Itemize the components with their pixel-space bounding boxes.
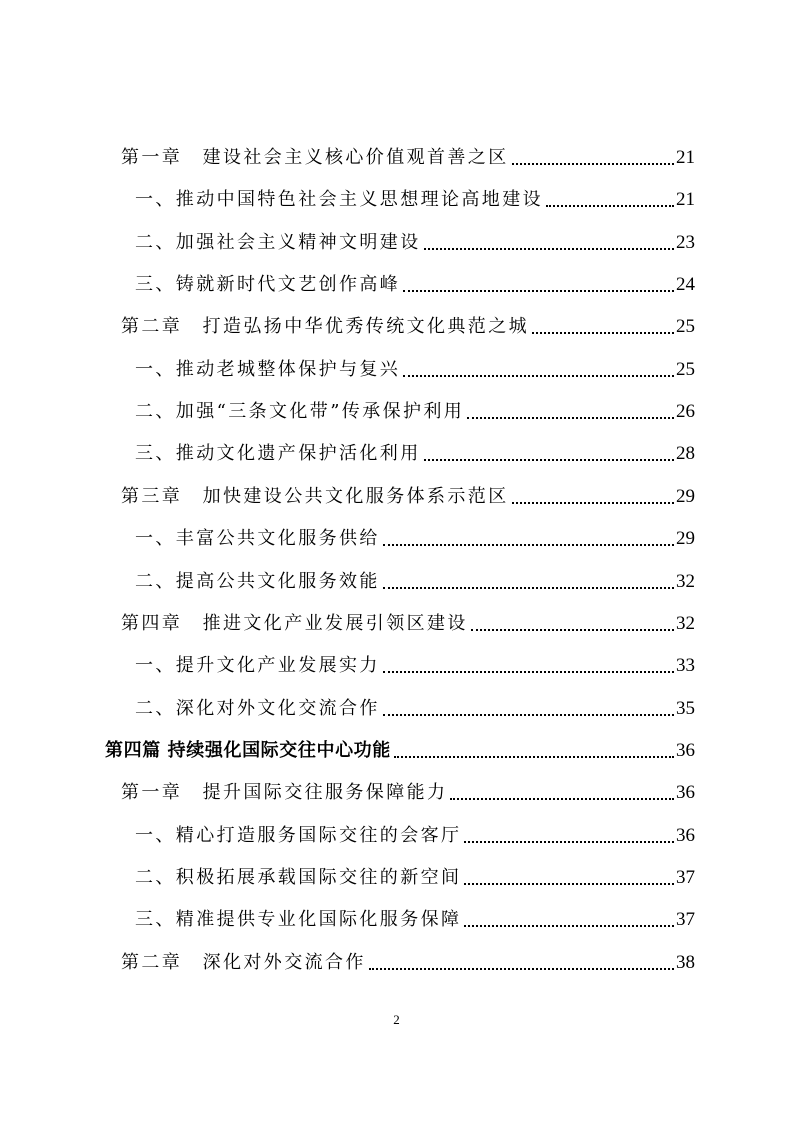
dot-leader: [546, 205, 674, 207]
toc-entry-title: 二、加强“三条文化带”传承保护利用: [135, 401, 465, 423]
toc-entry-section[interactable]: [135, 182, 695, 212]
toc-entry-section[interactable]: [135, 648, 695, 678]
toc-entry-section[interactable]: [135, 860, 695, 890]
toc-entry-chapter[interactable]: [121, 140, 695, 170]
toc-entry-title: 第二章 打造弘扬中华优秀传统文化典范之城: [121, 316, 529, 338]
toc-entry-page: 28: [676, 443, 695, 465]
toc-entry-section[interactable]: [135, 352, 695, 382]
toc-entry-page: 21: [676, 147, 695, 168]
toc-entry-page: 38: [676, 951, 695, 973]
toc-entry-title: 一、精心打造服务国际交往的会客厅: [135, 824, 462, 846]
dot-leader: [424, 248, 674, 250]
toc-entry-title: 一、推动中国特色社会主义思想理论高地建设: [135, 189, 543, 211]
page-number: 2: [393, 1012, 400, 1027]
toc-entry-page: 32: [676, 570, 695, 592]
toc-entry-page: 36: [676, 782, 695, 804]
dot-leader: [464, 925, 674, 927]
toc-entry-page: 36: [676, 824, 695, 846]
dot-leader: [403, 375, 674, 377]
dot-leader: [512, 502, 674, 504]
toc-entry-section[interactable]: [135, 691, 695, 721]
toc-entry-chapter[interactable]: [121, 945, 695, 975]
dot-leader: [467, 417, 674, 419]
toc-entry-section[interactable]: [135, 436, 695, 466]
toc-entry-title: 第一章 提升国际交往服务保障能力: [121, 782, 448, 804]
toc-entry-title: 第二章 深化对外交流合作: [121, 951, 366, 973]
dot-leader: [403, 290, 674, 292]
toc-entry-page: 32: [676, 612, 695, 634]
dot-leader: [532, 332, 674, 334]
toc-entry-section[interactable]: [135, 521, 695, 551]
toc-entry-title: 三、推动文化遗产保护活化利用: [135, 443, 421, 465]
toc-entry-title: 三、精准提供专业化国际化服务保障: [135, 909, 462, 931]
toc-entry-title: 第四章 推进文化产业发展引领区建设: [121, 612, 468, 634]
toc-entry-chapter[interactable]: [121, 309, 695, 339]
toc-entry-title: 一、提升文化产业发展实力: [135, 655, 380, 677]
dot-leader: [464, 883, 674, 885]
toc-entry-page: 29: [676, 528, 695, 550]
dot-leader: [383, 714, 674, 716]
toc-entry-page: 36: [676, 739, 695, 761]
toc-entry-page: 37: [676, 909, 695, 931]
dot-leader: [512, 163, 674, 165]
toc-entry-title: 二、积极拓展承载国际交往的新空间: [135, 866, 462, 888]
dot-leader: [383, 587, 674, 589]
dot-leader: [424, 459, 674, 461]
toc-entry-section[interactable]: [135, 818, 695, 848]
toc-entry-page: 23: [676, 231, 695, 253]
toc-entry-section[interactable]: [135, 564, 695, 594]
toc-entry-title: 第一章 建设社会主义核心价值观首善之区: [121, 147, 509, 168]
toc-entry-section[interactable]: [135, 902, 695, 932]
toc-entry-chapter[interactable]: [121, 606, 695, 636]
toc-entry-title: 第四篇 持续强化国际交往中心功能: [105, 739, 391, 761]
dot-leader: [383, 544, 674, 546]
toc-entry-page: 35: [676, 697, 695, 719]
toc-entry-page: 25: [676, 316, 695, 338]
toc-entry-page: 25: [676, 358, 695, 380]
toc-entry-title: 一、丰富公共文化服务供给: [135, 528, 380, 550]
toc-entry-page: 26: [676, 401, 695, 423]
toc-entry-title: 二、深化对外文化交流合作: [135, 697, 380, 719]
toc-entry-page: 33: [676, 655, 695, 677]
dot-leader: [471, 629, 674, 631]
toc-entry-section[interactable]: [135, 267, 695, 297]
toc-entry-title: 三、铸就新时代文艺创作高峰: [135, 274, 401, 296]
dot-leader: [450, 798, 674, 800]
toc-entry-section[interactable]: [135, 225, 695, 255]
toc-entry-section[interactable]: [135, 394, 695, 424]
toc-entry-page: 24: [676, 274, 695, 296]
toc-entry-page: 37: [676, 866, 695, 888]
toc-entry-part[interactable]: [105, 733, 695, 763]
toc-entry-page: 29: [676, 485, 695, 507]
dot-leader: [464, 841, 674, 843]
toc-entry-chapter[interactable]: [121, 775, 695, 805]
toc-entry-title: 二、提高公共文化服务效能: [135, 570, 380, 592]
toc-entry-title: 第三章 加快建设公共文化服务体系示范区: [121, 485, 509, 507]
dot-leader: [383, 671, 674, 673]
toc-entry-title: 二、加强社会主义精神文明建设: [135, 231, 421, 253]
toc-entry-chapter[interactable]: [121, 479, 695, 509]
dot-leader: [369, 968, 674, 970]
dot-leader: [394, 756, 674, 758]
toc-entry-title: 一、推动老城整体保护与复兴: [135, 358, 401, 380]
toc-entry-page: 21: [676, 189, 695, 211]
